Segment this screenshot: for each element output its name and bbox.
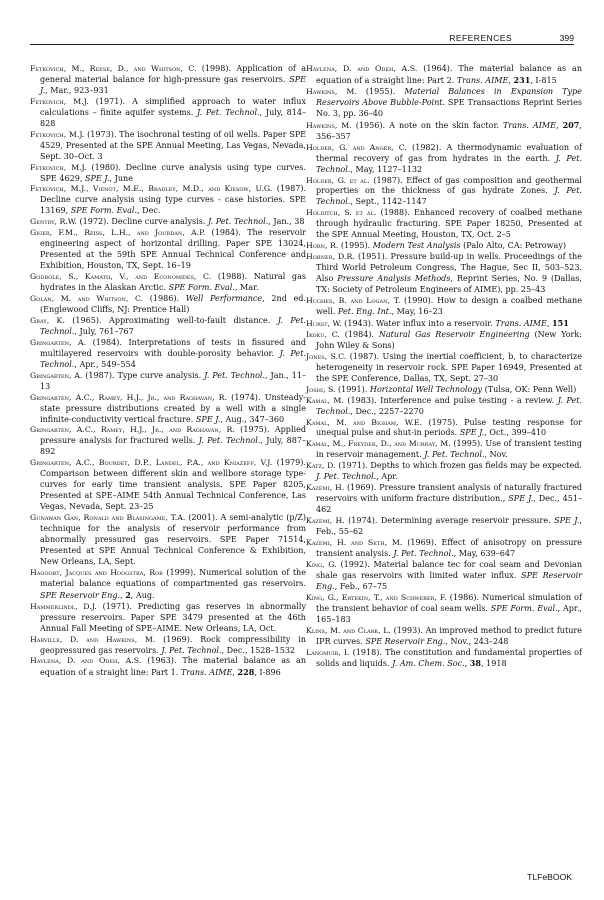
reference-source: Pet. Eng. Int.: [337, 306, 392, 316]
reference-source: Trans. AIME: [180, 668, 233, 678]
reference-text: , Feb., 67–75: [334, 581, 388, 591]
reference-text: , Dec., 2257–2270: [350, 406, 424, 416]
reference-authors: Kazemi, H.: [306, 483, 345, 493]
reference-text: (1986).: [143, 294, 186, 304]
reference-entry: [306, 120, 582, 143]
reference-text: (1993). An improved method to predict future IPR curves.: [316, 625, 582, 646]
reference-text: , Sept., 1142–1147: [350, 197, 427, 207]
reference-text: , Aug.: [130, 590, 155, 600]
reference-text: (1969). Rock compressibility in geopressured gas reservoirs.: [40, 634, 306, 655]
reference-text: (1987). Decline curve analysis using type curves - case histories. SPE 13169,: [40, 184, 307, 216]
reference-text: (1987). Effect of gas composition and geothermal properties on the thickness of gas hydrate Zones.: [316, 175, 582, 196]
reference-text: (1969). Effect of anisotropy on pressure transient analysis.: [316, 537, 582, 558]
reference-entry: [306, 439, 582, 461]
reference-authors: Fetkovich, M.J., Vienot, M.E., Bradley, M.D., and Kiesow, U.G.: [30, 184, 273, 194]
reference-authors: Katz, D.: [306, 461, 336, 471]
reference-text: (New York: John Wiley & Sons): [316, 329, 582, 350]
reference-source: SPE J.: [459, 428, 485, 438]
reference-entry: [306, 538, 582, 560]
reference-source: Pressure Analysis Methods: [337, 274, 451, 284]
reference-entry: [30, 228, 306, 272]
reference-text: (1995).: [338, 241, 373, 251]
reference-source: Horizontal Well Technology: [369, 384, 483, 394]
reference-text: , Apr., 165–183: [316, 603, 582, 624]
reference-entry: [306, 318, 582, 330]
reference-text: , Feb., 55–62: [316, 516, 582, 537]
reference-authors: Havlena, D. and Odeh, A.S.: [30, 656, 142, 666]
reference-authors: Hughes, B. and Logan, T.: [306, 296, 401, 306]
reference-text: , July, 887–892: [40, 436, 306, 457]
reference-entry: [30, 568, 306, 602]
reference-source: SPE Reservoir Eng.: [316, 570, 582, 591]
reference-text: , Nov.: [484, 450, 508, 460]
reference-source: SPE Reservoir Eng.: [40, 590, 121, 600]
reference-authors: Jones, S.C.: [306, 351, 347, 361]
reference-authors: Gunawan Gan, Ronald and Blasingame, T.A.: [30, 513, 186, 523]
reference-source: SPE J.: [40, 74, 306, 95]
reference-text: (1972). Decline curve analysis.: [76, 217, 208, 227]
reference-text: (1956). A note on the skin factor.: [351, 120, 503, 130]
reference-entry: [30, 513, 306, 568]
reference-entry: [30, 217, 306, 228]
reference-text: , May, 16–23: [391, 306, 443, 316]
reference-text: , Jan., 11–13: [40, 370, 306, 391]
footer-watermark: TLFeBOOK: [527, 872, 572, 882]
reference-text: , 1918: [480, 659, 507, 669]
reference-authors: Fetkovich, M., Reese, D., and Whitson, C.: [30, 64, 197, 73]
reference-text: (Palo Alto, CA: Petroway): [460, 241, 567, 251]
reference-entry: [30, 184, 306, 217]
reference-entry: [30, 656, 306, 679]
reference-text: (1979). Comparison between different skin and wellbore storage type-curves for early time transient analysis. SPE Paper 8205, Presented at SPE–AIME 54th Annual Technical Conference, Las Vegas, Nevada, Sept. 23–25: [40, 458, 306, 512]
reference-text: , Dec., 1528–1532: [221, 645, 296, 655]
reference-text: , Mar., 923–931: [45, 85, 109, 95]
reference-text: (Tulsa, OK: Penn Well): [482, 384, 577, 394]
reference-source: SPE Form. Eval.: [70, 206, 138, 216]
reference-authors: Langmuir, I.: [306, 647, 350, 657]
reference-text: ,: [464, 659, 470, 669]
reference-entry: [30, 294, 306, 316]
reference-text: , Dec., 451–462: [316, 494, 582, 515]
reference-authors: Kamal, M.: [306, 395, 344, 405]
reference-source: Trans. AIME: [503, 120, 557, 130]
reference-entry: [306, 87, 582, 120]
reference-authors: Fetkovich, M.J.: [30, 96, 89, 106]
reference-volume: 207: [562, 119, 580, 130]
reference-text: (1983). Interference and pulse testing - a review.: [343, 395, 558, 405]
reference-authors: Hawkins, M.: [306, 86, 357, 96]
reference-text: , June: [109, 173, 133, 183]
reference-source: J. Pet. Technol.: [316, 186, 582, 207]
reference-text: , 2nd ed. (Englewood Cliffs, NJ: Prentice Hall): [40, 294, 306, 314]
reference-entry: [30, 425, 306, 458]
reference-authors: King, G.: [306, 559, 337, 569]
reference-text: (1998). Application of a general material balance for high-pressure gas reservoirs.: [40, 64, 306, 84]
reference-entry: [306, 560, 582, 593]
reference-text: (1980). Decline curve analysis using type curves. SPE 4629,: [40, 162, 306, 183]
reference-source: J. Pet. Technol.: [424, 450, 485, 460]
reference-source: J. Am. Chem. Soc.: [392, 659, 465, 669]
reference-entry: [30, 458, 306, 513]
reference-source: SPE Reservoir Eng.: [365, 636, 446, 646]
reference-text: (1963). The material balance as an equation of a straight line: Part 1.: [40, 656, 307, 678]
reference-text: (1964). The material balance as an equation of a straight line: Part 2.: [316, 64, 583, 85]
reference-text: (1984). Interpretations of tests in fissured and multilayered reservoirs with double-porosity behavior.: [40, 337, 306, 358]
reference-authors: Kamal, M. and Bigham, W.E.: [306, 417, 423, 427]
reference-volume: 231: [513, 74, 531, 85]
reference-source: J. Pet. Technol.: [208, 217, 269, 227]
reference-column-right: [306, 64, 582, 670]
reference-text: , Apr., 549–554: [74, 359, 136, 369]
reference-authors: Gringarten, A.: [30, 337, 87, 347]
reference-text: (1974). Determining average reservoir pressure.: [344, 516, 555, 526]
reference-text: , May, 1127–1132: [350, 164, 423, 174]
reference-entry: [306, 143, 582, 176]
reference-text: (2001). A semi-analytic (p/Z) technique for the analysis of reservoir performance from abnormally pressured gas reservoirs. SPE Paper 71514, Presented at SPE Annual Technical Conference & Exhibition, New Orleans, LA, Sept.: [40, 513, 306, 566]
reference-text: (1991).: [335, 384, 370, 394]
reference-entry: [306, 252, 582, 296]
reference-text: (1984).: [339, 329, 379, 339]
reference-authors: Godbole, S., Kamath, V., and Economides, C.: [30, 272, 212, 282]
reference-entry: [306, 516, 582, 538]
reference-text: (1943). Water influx into a reservoir.: [341, 318, 496, 328]
reference-text: . SPE Transactions Reprint Series No. 3, pp. 36–40: [316, 97, 582, 118]
reference-text: (1974). Unsteady-state pressure distributions created by a well with a single infinite-conductivity vertical fracture.: [40, 392, 307, 424]
reference-text: , Aug., 347–360: [220, 414, 285, 424]
reference-authors: Giger, F.M., Reiss, L.H., and Jourdan, A.P.: [30, 228, 206, 238]
reference-text: (1971). Depths to which frozen gas fields may be expected.: [335, 461, 582, 471]
reference-entry: [30, 338, 306, 371]
reference-volume: 151: [552, 317, 569, 328]
running-header: [30, 28, 574, 45]
reference-text: (1990). How to design a coalbed methane well.: [316, 296, 582, 316]
reference-source: SPE J.: [84, 173, 110, 183]
reference-authors: Fetkovich, M.J.: [30, 129, 85, 139]
reference-text: (1995). Use of transient testing in reservoir management.: [316, 439, 583, 460]
reference-authors: Kamal, M., Freyder, D., and Murray, M.: [306, 439, 451, 449]
reference-text: ,: [508, 75, 514, 85]
reference-text: (1987). Type curve analysis.: [82, 370, 205, 380]
reference-entry: [306, 626, 582, 648]
reference-entry: [30, 97, 306, 130]
reference-text: , July, 814–828: [40, 107, 307, 128]
reference-authors: Klins, M. and Clark, L.: [306, 625, 391, 635]
reference-source: SPE J.: [195, 414, 221, 424]
reference-text: ,: [546, 318, 553, 328]
reference-text: , May, 639–647: [453, 548, 516, 558]
reference-entry: [306, 176, 582, 209]
reference-authors: Horn, R.: [306, 241, 339, 251]
reference-entry: [306, 385, 582, 396]
reference-entry: [306, 593, 582, 626]
reference-text: (1988). Natural gas hydrates in the Alaskan Arctic.: [40, 272, 306, 293]
reference-text: (1975). Applied pressure analysis for fractured wells.: [40, 425, 306, 446]
reference-authors: King, G., Ertekin, T., and Schwerer, F.: [306, 592, 447, 602]
reference-source: Well Performance: [185, 294, 263, 304]
reference-entry: [30, 272, 306, 294]
reference-authors: Joshi, S.: [306, 384, 336, 394]
reference-authors: Ikoku, C.: [306, 329, 340, 339]
reference-source: J. Pet. Technol.: [316, 472, 377, 482]
reference-authors: Hagoort, Jacques and Hoogstra, Rob: [30, 567, 163, 577]
reference-entry: [306, 330, 582, 352]
reference-text: (1992). Material balance tec for coal seam and Devonian shale gas reservoirs with limited water influx.: [316, 559, 582, 580]
reference-entry: [306, 418, 582, 440]
reference-source: Modern Test Analysis: [372, 241, 461, 251]
reference-text: (1965). Approximating well-to-fault distance.: [64, 315, 278, 325]
reference-authors: Holder, G. and Anger, C.: [306, 142, 407, 152]
reference-text: (1999). Numerical solution of the material balance equations of compartmented gas reservoirs.: [40, 567, 307, 588]
reference-text: (1984). The reservoir engineering aspect of horizontal drilling. Paper SPE 13024, Presented at the 59th SPE Annual Technical Conference and Exhibition, Houston, TX, Sept. 16–19: [40, 228, 306, 271]
reference-source: J. Pet. Technol.: [198, 436, 261, 446]
section-title: REFERENCES: [449, 33, 512, 43]
reference-authors: Holder, G. et al.: [306, 175, 370, 185]
reference-entry: [30, 130, 306, 163]
reference-entry: [306, 483, 582, 516]
reference-text: (1986). Numerical simulation of the transient behavior of coal seam wells.: [316, 592, 582, 613]
reference-entry: [30, 393, 306, 426]
reference-authors: Hawkins, M.: [306, 120, 352, 130]
reference-text: , Mar.: [234, 283, 259, 293]
reference-authors: Holditch, S. et al.: [306, 208, 377, 218]
reference-source: SPE Form. Eval.: [490, 603, 558, 613]
reference-source: J. Pet. Technol.: [316, 395, 583, 416]
reference-entry: [30, 371, 306, 393]
reference-text: , July, 761–767: [74, 326, 134, 336]
reference-authors: Harville, D. and Hawkins, M.: [30, 634, 156, 644]
reference-source: Natural Gas Reservoir Engineering: [378, 329, 530, 339]
reference-entry: [30, 635, 306, 657]
reference-text: (1971). Predicting gas reserves in abnormally pressure reservoirs. Paper SPE 3479 presented at the 46th Annual Fall Meeting of SPE–AIME. New Orleans, LA, Oct.: [40, 601, 306, 633]
reference-entry: [306, 396, 582, 418]
reference-text: , Nov., 243–248: [445, 636, 509, 646]
reference-text: , Oct., 399–410: [484, 428, 547, 438]
reference-text: (1918). The constitution and fundamental properties of solids and liquids.: [316, 647, 582, 669]
reference-authors: Gentry, R.W.: [30, 217, 77, 227]
reference-authors: Havlena, D. and Odeh, A.S.: [306, 64, 418, 73]
reference-entry: [306, 64, 582, 87]
reference-authors: Kazemi, H. and Seth, M.: [306, 537, 403, 547]
reference-authors: Gray, K.: [30, 315, 65, 325]
reference-text: ,: [556, 120, 563, 130]
page-number: 399: [559, 33, 574, 43]
reference-source: J. Pet. Technol.: [161, 645, 222, 655]
reference-text: (1955).: [356, 86, 405, 96]
reference-source: J. Pet. Technol.: [40, 348, 306, 369]
reference-text: , I-896: [254, 668, 281, 678]
reference-authors: Gringarten, A.C., Ramey, H.J., Jr., and Raghavan, R.: [30, 392, 227, 402]
reference-authors: Hammerlindl, D.J.: [30, 601, 97, 611]
reference-authors: Gringarten, A.C., Bourdet, D.P., Landel, P.A., and Kniazeff, V.J.: [30, 458, 273, 468]
reference-entry: [306, 352, 582, 385]
reference-entry: [30, 163, 306, 185]
reference-authors: Gringarten, A.: [30, 370, 83, 380]
reference-volume: 228: [237, 667, 255, 678]
reference-source: SPE J.: [554, 516, 580, 526]
reference-text: , I-815: [530, 75, 557, 85]
reference-source: SPE Form. Eval.: [168, 283, 235, 293]
reference-authors: Gringarten, A.C., Ramey, H.J., Jr., and Raghavan, R.: [30, 425, 235, 435]
reference-text: , Reprint Series, No. 9 (Dallas, TX: Society of Petroleum Engineers of AIME), pp. 25–43: [316, 274, 582, 295]
reference-source: J. Pet. Technol.: [204, 370, 266, 380]
reference-authors: Hurst, W.: [306, 318, 342, 328]
reference-entry: [306, 461, 582, 483]
reference-text: , Jan., 38: [268, 217, 305, 227]
reference-text: ,: [120, 590, 126, 600]
reference-source: SPE J.: [508, 494, 534, 504]
reference-text: (1969). Pressure transient analysis of naturally fractured reservoirs with uniform fracture distribution.,: [316, 483, 583, 504]
reference-authors: Horner, D.R.: [306, 252, 355, 262]
reference-entry: [30, 316, 306, 338]
reference-authors: Fetkovich, M.J.: [30, 162, 87, 172]
reference-source: Trans. AIME: [495, 318, 547, 328]
reference-source: J. Pet. Technol.: [40, 315, 306, 336]
reference-entry: [306, 241, 582, 252]
reference-text: (1987). Using the inertial coefficient, b, to characterize heterogeneity in reservoir rock. SPE Paper 16949, Presented at the SPE Conference, Dallas, TX, Sept. 27–30: [316, 351, 582, 383]
reference-column-left: [30, 64, 306, 679]
reference-text: , Dec.: [137, 206, 161, 216]
reference-entry: [306, 296, 582, 318]
reference-text: (1988). Enhanced recovery of coalbed methane through hydraulic fracturing. SPE Paper 18250, Presented at the SPE Annual Meeting, Houston, TX, Oct. 2–5: [316, 208, 582, 240]
reference-authors: Kazemi, H.: [306, 516, 345, 526]
reference-source: J. Pet. Technol.: [393, 548, 454, 558]
reference-entry: [30, 64, 306, 97]
reference-source: Trans. AIME: [456, 75, 509, 85]
reference-text: (1982). A thermodynamic evaluation of thermal recovery of gas from hydrates in the earth.: [316, 142, 582, 163]
reference-text: , 356–357: [316, 120, 582, 141]
reference-text: (1951). Pressure build-up in wells. Proceedings of the Third World Petroleum Congress, The Hague, Sec II, 503–523. Also: [316, 252, 582, 284]
reference-text: (1973). The isochronal testing of oil wells. Paper SPE 4529, Presented at the SPE Annual Meeting, Las Vegas, Nevada, Sept. 30–Oct. 3: [40, 129, 307, 161]
reference-entry: [306, 648, 582, 671]
reference-entry: [306, 208, 582, 241]
reference-source: Material Balances in Expansion Type Reservoirs Above Bubble-Point: [316, 86, 583, 107]
reference-text: (1975). Pulse testing response for unequal pulse and shut-in periods.: [316, 417, 582, 438]
reference-text: (1971). A simplified approach to water influx calculations – finite aquifer systems.: [40, 96, 306, 117]
reference-volume: 2: [125, 589, 131, 600]
reference-text: , Apr.: [376, 472, 398, 482]
reference-text: ,: [232, 668, 238, 678]
reference-entry: [30, 602, 306, 635]
reference-authors: Golan, M. and Whitson, C.: [30, 294, 144, 304]
reference-volume: 38: [469, 658, 481, 669]
reference-source: J. Pet. Technol.: [316, 153, 583, 174]
reference-source: J. Pet. Technol.: [197, 107, 260, 117]
